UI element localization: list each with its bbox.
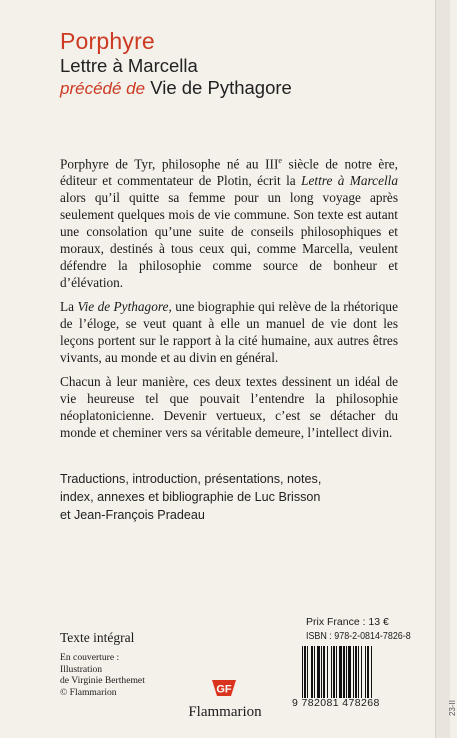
blurb-paragraph-2	[60, 298, 398, 366]
author-name: Porphyre	[60, 28, 155, 54]
gf-logo	[209, 678, 239, 698]
title-reference: Lettre à Marcella	[301, 173, 399, 189]
title-reference: Vie de Pythagore	[77, 299, 169, 315]
barcode	[300, 646, 404, 698]
price: Prix France : 13 €	[306, 616, 389, 628]
publisher-name: Flammarion	[188, 704, 262, 720]
text-run: siècle de notre ère, éditeur et commentateur de Plotin, écrit la	[60, 156, 398, 189]
integral-text-label: Texte intégral	[60, 630, 135, 645]
isbn: ISBN : 978-2-0814-7826-8	[306, 630, 411, 642]
preceded-label: précédé de	[60, 79, 146, 98]
book-title: Lettre à Marcella	[60, 55, 198, 76]
barcode-number: 9 782081 478268	[292, 697, 380, 709]
century-suffix: e	[278, 156, 282, 165]
footer-info	[60, 630, 210, 698]
book-subtitle-line	[60, 77, 390, 100]
credits-line: et Jean-François Pradeau	[60, 508, 205, 522]
cover-credit-line: de Virginie Berthemet	[60, 675, 145, 686]
blurb-paragraph-3: Chacun à leur manière, ces deux textes dessinent un idéal de vie heureuse tel que pouvait l’entendre la philosophie néoplatonicienne. Devenir vertueux, c’est se détacher du monde et cheminer vers sa véritable demeure, l’intellect divin.	[60, 374, 398, 441]
credits-line: Traductions, introduction, présentations, notes,	[60, 472, 322, 486]
cover-credit-line: © Flammarion	[60, 686, 117, 698]
credits-line: index, annexes et bibliographie de Luc Brisson	[60, 490, 321, 504]
credits	[60, 470, 390, 524]
text-run: alors qu’il quitte sa femme pour un long voyage après seulement quelques mois de vie commune. Son texte est autant une consolation qu’une suite de conseils philosophiques et moraux, destinés à tous ceux qui, comme Marcella, veulent défendre la philosophie comme source de bonheur et d’élévation.	[60, 190, 398, 291]
text-run: Porphyre de Tyr, philosophe né au	[60, 156, 266, 172]
page-edge	[435, 0, 450, 738]
spine-code: 23-II	[448, 700, 457, 717]
cover-credit-line: Illustration	[60, 663, 103, 675]
book-header	[60, 28, 390, 100]
book-subtitle: Vie de Pythagore	[150, 77, 292, 98]
cover-credit	[60, 652, 210, 698]
blurb-paragraph-1	[60, 152, 398, 291]
text-run: La	[60, 299, 78, 315]
svg-text:GF: GF	[216, 683, 232, 696]
text-run: , une biographie qui relève de la rhétorique de l’éloge, se veut quant à elle un manuel de vie dont les leçons portent sur le rapport à la cité humaine, aux autres êtres vivants, au monde et au divin en général.	[60, 299, 398, 366]
blurb	[60, 152, 398, 448]
cover-credit-line: En couverture :	[60, 652, 120, 663]
century-numeral: III	[265, 156, 279, 172]
